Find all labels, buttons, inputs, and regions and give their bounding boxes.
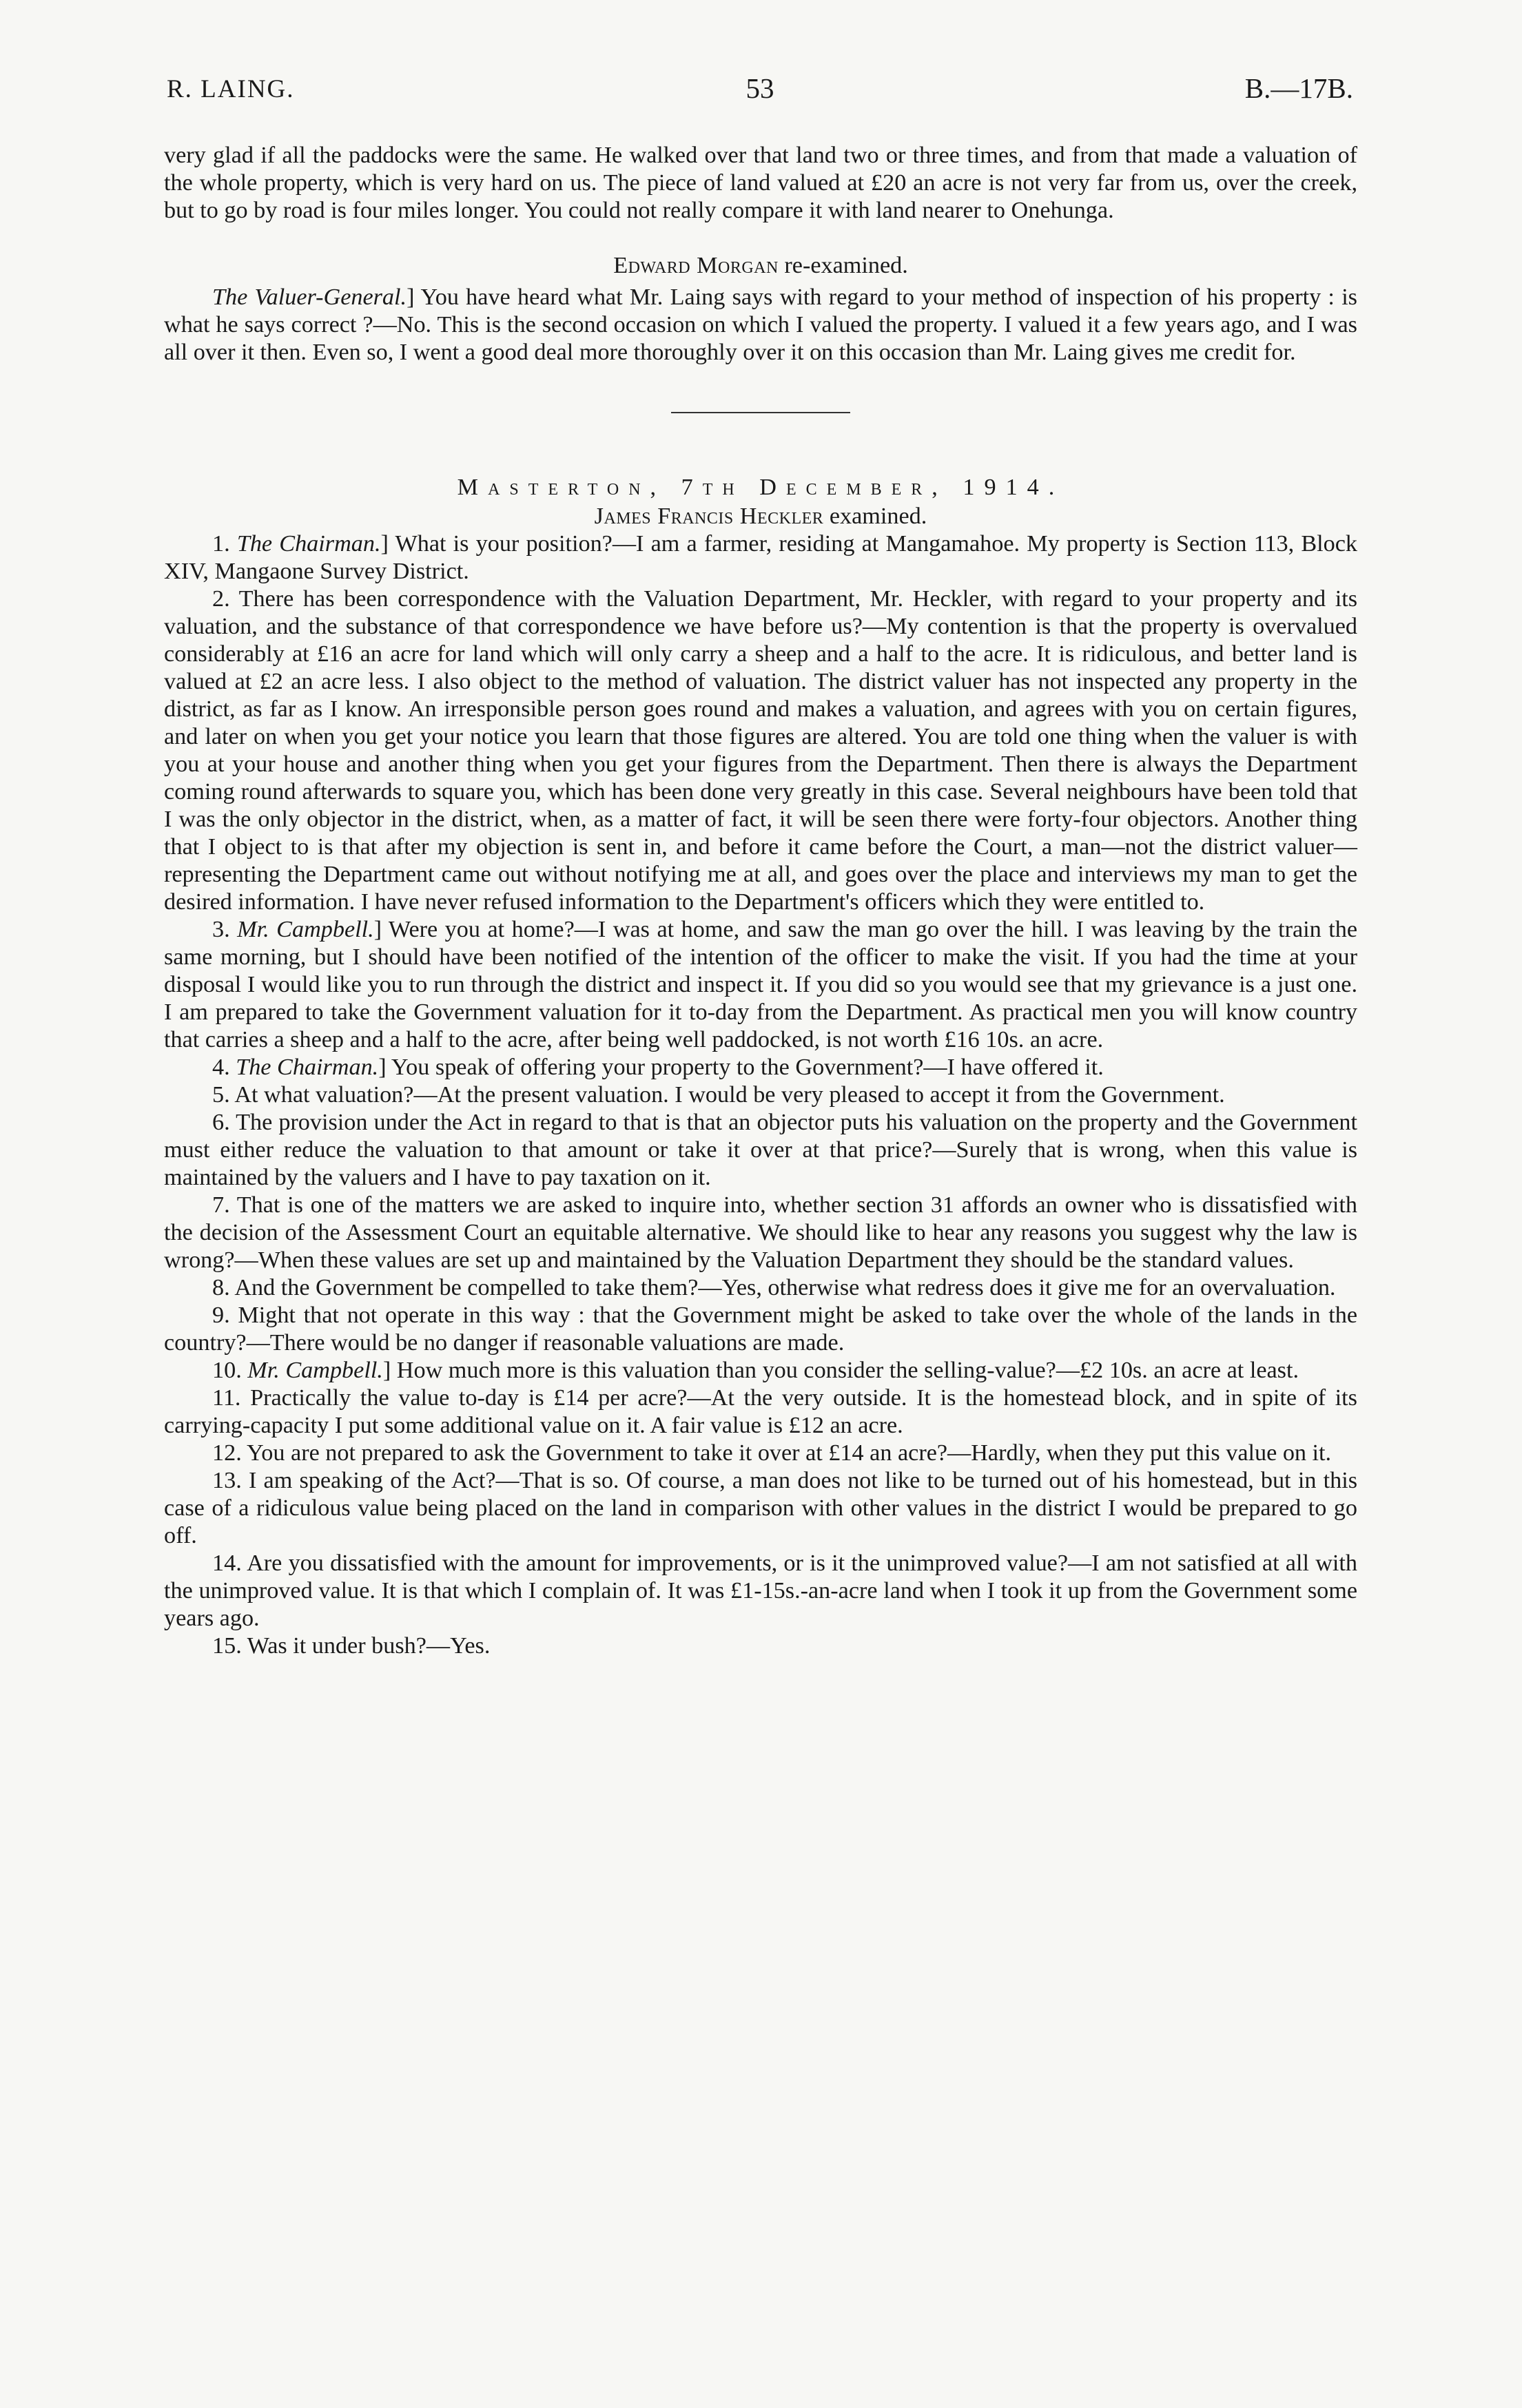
paragraph-text: Are you dissatisfied with the amount for improvements, or is it the unimproved value?—I am not satisfied at all with the unimproved value. It is that which I complain of. It was £1-15s.-an-acre land when I took it up from the Government some years ago. [164, 1550, 1357, 1631]
qa-paragraph [164, 585, 1357, 916]
qa-paragraph [164, 1109, 1357, 1192]
paragraph-number: 14. [212, 1550, 247, 1576]
paragraph-number: 5. [212, 1082, 235, 1108]
speaker-name: The Chairman. [236, 1055, 379, 1080]
qa-paragraph [164, 1274, 1357, 1302]
morgan-text: ] You have heard what Mr. Laing says with regard to your method of inspection of his property : is what he says correct ?—No. This is the second occasion on which I valued the property. I valued it a few years ago, and I was all over it then. Even so, I went a good deal more thoroughly over it on this occasion than Mr. Laing gives me credit for. [164, 284, 1357, 365]
intro-paragraph: very glad if all the paddocks were the same. He walked over that land two or three times, and from that made a valuation of the whole property, which is very hard on us. The piece of land valued at £20 an acre is not very far from us, over the creek, but to go by road is four miles longer. You could not really compare it with land nearer to Onehunga. [164, 143, 1357, 223]
qa-paragraph [164, 1384, 1357, 1440]
witness-name: James Francis Heckler [594, 504, 824, 529]
paragraph-number: 1. [212, 531, 237, 557]
morgan-heading [164, 252, 1357, 280]
paragraph-number: 15. [212, 1633, 247, 1659]
paragraph-text: ] You speak of offering your property to the Government?—I have offered it. [378, 1055, 1104, 1080]
page-number: 53 [745, 72, 774, 104]
paragraph-text: I am speaking of the Act?—That is so. Of course, a man does not like to be turned out of his homestead, but in this case of a ridiculous value being placed on the land in comparison with other values in the district I would be prepared to go off. [164, 1468, 1358, 1548]
qa-paragraph [164, 1550, 1357, 1632]
paragraph-number: 10. [212, 1358, 248, 1383]
page-header [167, 74, 1353, 116]
speaker-name: Mr. Campbell. [247, 1358, 383, 1383]
heckler-heading [164, 503, 1357, 530]
qa-paragraph [164, 1440, 1357, 1467]
qa-paragraph [164, 1081, 1357, 1109]
qa-paragraph [164, 1357, 1357, 1384]
paragraph-text: ] How much more is this valuation than you consider the selling-value?—£2 10s. an acre at least. [382, 1358, 1299, 1383]
header-left: R. LAING. [167, 75, 295, 103]
paragraph-text: At what valuation?—At the present valuation. I would be very pleased to accept it from the Government. [234, 1082, 1225, 1108]
speaker-name: Mr. Campbell. [237, 917, 374, 942]
qa-paragraph [164, 530, 1357, 585]
paragraph-number: 12. [212, 1440, 247, 1466]
paragraph-number: 3. [212, 917, 238, 942]
qa-paragraph [164, 1192, 1357, 1274]
morgan-heading-rest: re-examined. [778, 253, 908, 278]
speaker-name: The Chairman. [236, 531, 381, 557]
paragraph-text: The provision under the Act in regard to that is that an objector puts his valuation on the property and the Government must either reduce the valuation to that amount or take it over at that price?—Surely that is wrong, when this value is maintained by the valuers and I have to pay taxation on it. [164, 1110, 1357, 1190]
paragraph-number: 13. [212, 1468, 249, 1493]
paragraph-number: 9. [212, 1302, 238, 1328]
paragraph-number: 4. [212, 1055, 236, 1080]
paragraph-text: ] What is your position?—I am a farmer, residing at Mangamahoe. My property is Section 113, Block XIV, Mangaone Survey District. [164, 531, 1358, 584]
paragraph-text: Practically the value to-day is £14 per acre?—At the very outside. It is the homestead block, and in spite of its carrying-capacity I put some additional value on it. A fair value is £12 an acre. [164, 1385, 1357, 1438]
qa-paragraph [164, 1467, 1357, 1550]
paragraph-number: 6. [212, 1110, 236, 1135]
header-right: B.—17B. [1244, 72, 1353, 104]
session-place-date: Masterton, 7th December, 1914. [457, 475, 1065, 500]
paragraph-text: Was it under bush?—Yes. [247, 1633, 491, 1659]
qa-paragraph [164, 1632, 1357, 1660]
paragraph-text: And the Government be compelled to take them?—Yes, otherwise what redress does it give me for an overvaluation. [234, 1275, 1336, 1300]
qa-paragraph [164, 1302, 1357, 1357]
paragraph-number: 11. [212, 1385, 251, 1411]
paragraph-number: 8. [212, 1275, 235, 1300]
witness-heading-rest: examined. [823, 504, 927, 529]
paragraph-text: That is one of the matters we are asked to inquire into, whether section 31 affords an owner who is dissatisfied with the decision of the Assessment Court an equitable alternative. We should like to hear any reasons you suggest why the law is wrong?—When these values are set up and maintained by the Valuation Department they should be the standard values. [164, 1192, 1357, 1273]
paragraph-number: 2. [212, 586, 239, 612]
qa-paragraph [164, 916, 1357, 1054]
morgan-name: Edward Morgan [613, 253, 779, 278]
qa-paragraph [164, 1054, 1357, 1081]
morgan-speaker: The Valuer-General. [212, 284, 407, 310]
morgan-paragraph [164, 284, 1357, 366]
paragraph-text: Might that not operate in this way : that the Government might be asked to take over the whole of the lands in the country?—There would be no danger if reasonable valuations are made. [164, 1302, 1358, 1356]
paragraph-text: ] Were you at home?—I was at home, and saw the man go over the hill. I was leaving by the train the same morning, but I should have been notified of the intention of the officer to make the visit. If you had the time at your disposal I would like you to run through the district and inspect it. If you did so you would see that my grievance is a just one. I am prepared to take the Government valuation for it to-day from the Department. As practical men you will know country that carries a sheep and a half to the acre, after being well paddocked, is not worth £16 10s. an acre. [164, 917, 1358, 1052]
paragraph-text: You are not prepared to ask the Government to take it over at £14 an acre?—Hardly, when they put this value on it. [247, 1440, 1332, 1466]
document-body [164, 142, 1357, 1660]
paragraph-text: There has been correspondence with the Valuation Department, Mr. Heckler, with regard to your property and its valuation, and the substance of that correspondence we have before us?—My contention is that the property is overvalued considerably at £16 an acre for land which will only carry a sheep and a half to the acre. It is ridiculous, and better land is valued at £2 an acre less. I also object to the method of valuation. The district valuer has not inspected any property in the district, as far as I know. An irresponsible person goes round and makes a valuation, and agrees with you on certain figures, and later on when you get your notice you learn that those figures are altered. You are told one thing when the valuer is with you at your house and another thing when you get your figures from the Department. Then there is always the Department coming round afterwards to square you, which has been done very greatly in this case. Several neighbours have been told that I was the only objector in the district, when, as a matter of fact, it will be seen there were forty-four objectors. Another thing that I object to is that after my objection is sent in, and before it came before the Court, a man—not the district valuer—representing the Department came out without notifying me at all, and goes over the place and interviews my man to get the desired information. I have never refused information to the Department's officers which they were entitled to. [164, 586, 1357, 915]
paragraph-number: 7. [212, 1192, 237, 1218]
qa-list [164, 530, 1357, 1660]
